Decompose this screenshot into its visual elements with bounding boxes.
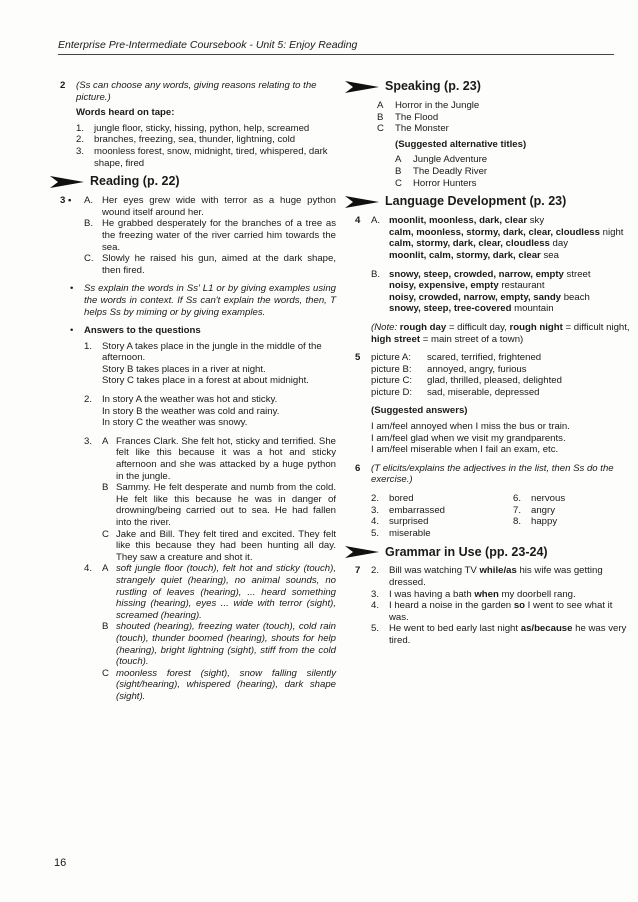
- collocation-line: noisy, expensive, empty restaurant: [389, 280, 545, 292]
- exercise-number: 2: [60, 80, 66, 91]
- section-heading-speaking: Speaking (p. 23): [345, 80, 633, 94]
- bullet-item: • Ss explain the words in Ss' L1 or by giving examples using the words in context. If Ss can't explain the words, then, T helps Ss by miming or by giving examples.: [70, 283, 336, 318]
- answer-4: 4. A soft jungle floor (touch), felt hot and sticky (touch), strangely quiet (hearing), no animal sounds, no rustling of leaves (hearing), ... heard something hissing (hearing), eyes ... wide with terror (sight), screamed (hearing). B shouted (hearing), freezing water (touch), cold rain (touch), thunder boomed (hearing), shouts for help (hearing), bright lightning (sight), stiff from the cold (touch). C moonless forest (sight), snow falling silently (sight/hearing), whispered (hearing), dark shape (sight).: [84, 563, 336, 702]
- exercise-2: [60, 80, 336, 169]
- collocation-line: snowy, steep, crowded, narrow, empty street: [389, 268, 591, 280]
- answer-3: 3. A Frances Clark. She felt hot, sticky and terrified. She felt like this because it was a hot and sticky afternoon and she was attacked by a huge python in the jungle. B Sammy. He felt desperate and numb from the cold. He felt like this because he was in danger of drowning/being carried out to sea. He had fallen into the river. C Jake and Bill. They felt tired and excited. They felt like this because they had been hunting all day. They saw a creature and shot it.: [84, 435, 336, 563]
- arrow-icon: [50, 175, 84, 189]
- list-item: B. He grabbed desperately for the branches of a tree as the freezing water of the river carried him towards the sea.: [84, 218, 336, 253]
- right-column: [355, 80, 633, 647]
- list-item: 3. moonless forest, snow, midnight, tired, whispered, dark shape, fired: [76, 145, 328, 169]
- answer-line: I am/feel miserable when I fail an exam, etc.: [371, 444, 559, 456]
- exercise-7: 7 2. Bill was watching TV while/as his wife was getting dressed. 3. I was having a bath when my doorbell rang. 4. I heard a noise in the garden so I went to see what it was. 5. He went to bed early last night as/because he was very tired.: [355, 565, 633, 646]
- section-heading-language-development: Language Development (p. 23): [345, 195, 633, 209]
- collocation-line: moonlit, calm, stormy, dark, clear sea: [389, 249, 559, 261]
- bullet-item: • Answers to the questions: [70, 325, 201, 337]
- answer-line: I am/feel annoyed when I miss the bus or train.: [371, 421, 570, 433]
- list-item: 2. branches, freezing, sea, thunder, lightning, cold: [76, 134, 296, 146]
- collocation-line: moonlit, moonless, dark, clear sky: [389, 215, 545, 227]
- collocation-line: calm, moonless, stormy, dark, clear, cloudless night: [389, 226, 624, 238]
- exercise-5: 5 picture A: scared, terrified, frightened picture B: annoyed, angry, furious picture C: glad, thrilled, pleased, delighted picture D: sad, miserable, depressed (Suggested answers) I am/feel annoyed when I miss the bus or train. I am/feel glad when we visit my grandparents. I am/feel miserable when I fail an exam, etc.: [355, 352, 633, 456]
- list-item: C. Slowly he raised his gun, aimed at the dark shape, then fired.: [84, 253, 336, 276]
- suggested-answers-heading: (Suggested answers): [371, 405, 468, 417]
- list-item: 1. jungle floor, sticky, hissing, python, help, screamed: [76, 122, 310, 134]
- answer-line: I am/feel glad when we visit my grandparents.: [371, 432, 566, 444]
- collocation-line: calm, stormy, dark, clear, cloudless day: [389, 238, 569, 250]
- section-heading-grammar: Grammar in Use (pp. 23-24): [345, 545, 633, 559]
- note: (Note: rough day = difficult day, rough night = difficult night, high street = main street of a town): [371, 321, 630, 345]
- list-item: 3. I was having a bath when my doorbell rang.: [371, 588, 576, 600]
- exercise-3: 3 • A. Her eyes grew wide with terror as a huge python wound itself around her. B. He grabbed desperately for the branches of a tree as the freezing water of the river carried him towards the sea. C. Slowly he raised his gun, aimed at the dark shape, then fired. • Ss explain the words in Ss' L1 or by giving examples using the words in context. If Ss can't explain the words, then, T helps Ss by miming or by giving examples. • Answers to the questions 1. Story A takes place in the jungle in the middle of the afternoon. Story B takes places in a river at night. Story C takes place in a forest at about midnight. 2. In story A the weather was hot and sticky. In story B the weather was cold and rainy. In story C the weather was snowy. 3. A Frances Clark. She felt hot, sticky and terrified. She felt like this because it was a hot and sticky afternoon and she was attacked by a huge python in the jungle. B Sammy. He felt desperate and numb from the cold. He felt like this because he was in danger of drowning/being carried out to sea. He had fallen into the river. C Jake and Bill. They felt tired and excited. They felt like this because they had been hunting all day. They saw a creature and shot it. 4. A soft jungle floor (touch), felt hot and sticky (touch), strangely quiet (hearing), no animal sounds, no rustling of leaves (hearing), ... heard something hissing (hearing), eyes ... wide with terror (sight), screamed (hearing). B shouted (hearing), freezing water (touch), cold rain (touch), thunder boomed (hearing), shouts for help (hearing), bright lightning (sight), stiff from the cold (touch). C moonless forest (sight), snow falling silently (sight/hearing), whispered (hearing), dark shape (sight).: [60, 195, 336, 702]
- list-item: B The Deadly River: [395, 165, 488, 177]
- left-column: [60, 80, 336, 703]
- collocation-line: snowy, steep, tree-covered mountain: [389, 303, 554, 315]
- arrow-icon: [345, 80, 379, 94]
- list-item: A. Her eyes grew wide with terror as a huge python wound itself around her.: [84, 195, 336, 218]
- list-item: B The Flood: [377, 111, 439, 123]
- picture-row: picture B: annoyed, angry, furious: [371, 363, 527, 375]
- exercise-6: 6 (T elicits/explains the adjectives in the list, then Ss do the exercise.) 2. bored 6. nervous 3. embarrassed 7. angry 4. surprised 8. happy 5. miserable: [355, 463, 633, 540]
- page-header: Enterprise Pre-Intermediate Coursebook - Unit 5: Enjoy Reading: [58, 40, 614, 55]
- page-number: 16: [54, 857, 67, 869]
- list-item: A Jungle Adventure: [395, 154, 488, 166]
- picture-row: picture C: glad, thrilled, pleased, delighted: [371, 375, 562, 387]
- words-heading: Words heard on tape:: [76, 107, 175, 119]
- list-item: C Horror Hunters: [395, 177, 477, 189]
- list-item: A Horror in the Jungle: [377, 100, 480, 111]
- list-item: 2. Bill was watching TV while/as his wife was getting dressed.: [371, 565, 603, 588]
- arrow-icon: [345, 195, 379, 209]
- section-heading-reading: Reading (p. 22): [50, 175, 336, 189]
- picture-row: picture D: sad, miserable, depressed: [371, 386, 540, 398]
- instruction: (Ss can choose any words, giving reasons relating to the picture.): [76, 80, 317, 103]
- picture-row: picture A: scared, terrified, frightened: [371, 352, 542, 364]
- exercise-number: 3: [60, 195, 66, 207]
- list-item: C The Monster: [377, 123, 449, 135]
- list-item: 4. I heard a noise in the garden so I went to see what it was.: [371, 600, 613, 623]
- adjective-list: 2. bored 6. nervous 3. embarrassed 7. angry 4. surprised 8. happy 5. miserable: [371, 493, 566, 539]
- alt-titles-heading: (Suggested alternative titles): [395, 138, 527, 150]
- collocation-line: noisy, crowded, narrow, empty, sandy beach: [389, 291, 590, 303]
- instruction: (T elicits/explains the adjectives in the list, then Ss do the exercise.): [371, 462, 614, 486]
- answer-1: 1. Story A takes place in the jungle in the middle of the afternoon. Story B takes places in a river at night. Story C takes place in a forest at about midnight.: [84, 340, 322, 387]
- answer-2: 2. In story A the weather was hot and sticky. In story B the weather was cold and rainy. In story C the weather was snowy.: [84, 394, 280, 429]
- arrow-icon: [345, 545, 379, 559]
- list-item: 5. He went to bed early last night as/because he was very tired.: [371, 623, 627, 646]
- exercise-4: 4 A. moonlit, moonless, dark, clear sky calm, moonless, stormy, dark, clear, cloudless night calm, stormy, dark, clear, cloudless day moonlit, calm, stormy, dark, clear sea B. snowy, steep, crowded, narrow, empty street noisy, expensive, empty restaurant noisy, crowded, narrow, empty, sandy beach snowy, steep, tree-covered mountain (Note: rough day = difficult day, rough night = difficult night, high street = main street of a town): [355, 215, 633, 345]
